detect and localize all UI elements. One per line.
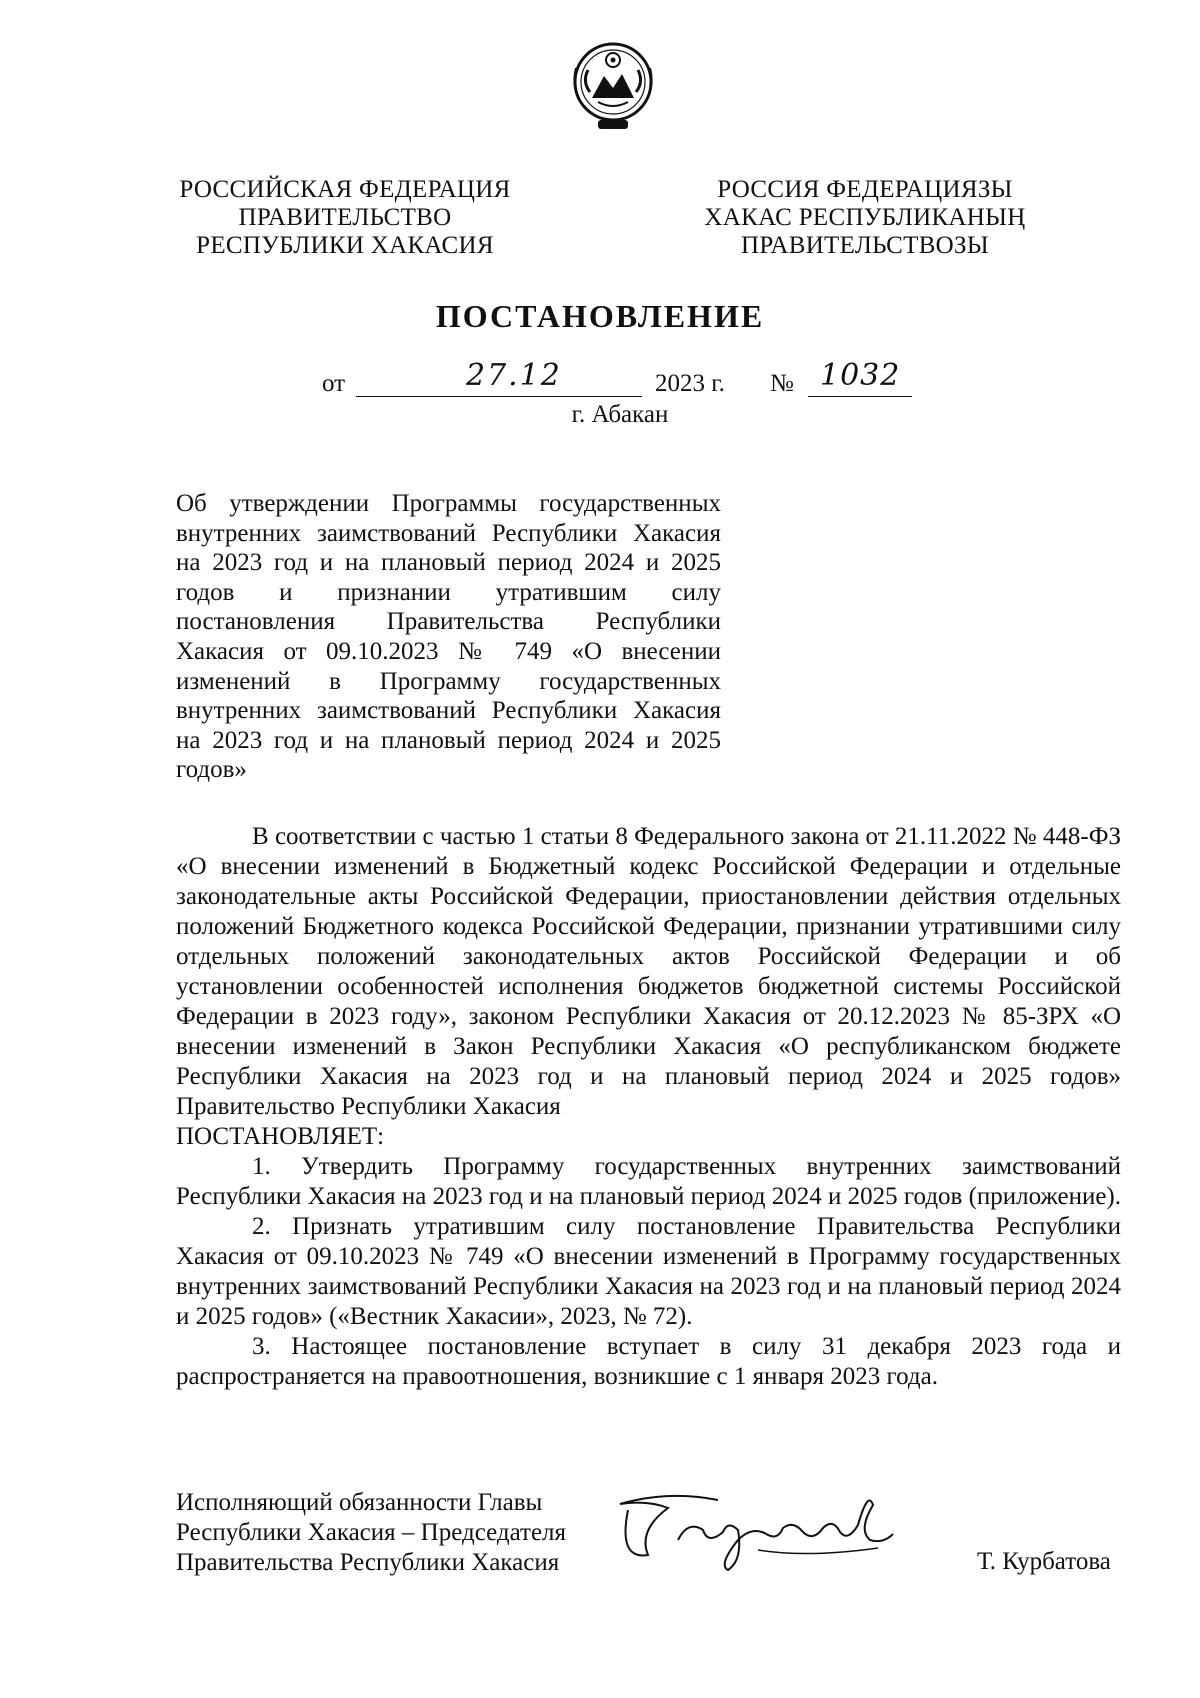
document-title: ПОСТАНОВЛЕНИЕ	[435, 298, 765, 334]
document-subject	[176, 489, 721, 785]
coat-of-arms-emblem	[568, 38, 658, 138]
decree-item: 1. Утвердить Программу государственных внутренних заимствований Республики Хакасия на 2023 год и на плановый период 2024 и 2025 годов (приложение).	[176, 1153, 1121, 1210]
signatory-name: Т. Курбатова	[977, 1548, 1111, 1575]
header-left	[160, 176, 530, 260]
decree-item: 2. Признать утратившим силу постановление Правительства Республики Хакасия от 09.10.2023 № 749 «О внесении изменений в Программу государственных внутренних заимствований Республики Хакасия на 2023 год и на плановый период 2024 и 2025 годов» («Вестник Хакасии», 2023, № 72).	[176, 1213, 1121, 1330]
decree-word: ПОСТАНОВЛЯЕТ:	[176, 1123, 385, 1150]
decree-item: 3. Настоящее постановление вступает в силу 31 декабря 2023 года и распространяется на правоотношения, возникшие с 1 января 2023 года.	[176, 1333, 1121, 1390]
header-left-line: РОССИЙСКАЯ ФЕДЕРАЦИЯ	[179, 176, 511, 203]
header-right-line: РОССИЯ ФЕДЕРАЦИЯЗЫ	[717, 176, 1013, 203]
date-underline	[356, 396, 642, 397]
number-underline	[808, 396, 912, 397]
position-line: Республики Хакасия – Председателя	[176, 1519, 567, 1546]
number-sign: №	[770, 370, 794, 397]
document-body	[176, 822, 1121, 1392]
header-right-line: ХАКАС РЕСПУБЛИКАНЫҢ	[704, 204, 1026, 231]
date-prefix: от	[322, 370, 346, 397]
header-right	[680, 176, 1050, 260]
handwritten-signature	[608, 1470, 898, 1580]
preamble-paragraph: В соответствии с частью 1 статьи 8 Федерального закона от 21.11.2022 № 448-ФЗ «О внесении изменений в Бюджетный кодекс Российской Федерации и отдельные законодательные акты Российской Федерации, приостановлении действия отдельных положений Бюджетного кодекса Российской Федерации, признании утратившими силу отдельных положений законодательных актов Российской Федерации и об установлении особенностей исполнения бюджетов бюджетной системы Российской Федерации в 2023 году», законом Республики Хакасия от 20.12.2023 № 85-ЗРХ «О внесении изменений в Закон Республики Хакасия «О республиканском бюджете Республики Хакасия на 2023 год и на плановый период 2024 и 2025 годов» Правительство Республики Хакасия	[176, 823, 1121, 1120]
position-line: Правительства Республики Хакасия	[176, 1549, 560, 1576]
city-label: г. Абакан	[571, 401, 669, 428]
header-left-line: РЕСПУБЛИКИ ХАКАСИЯ	[196, 232, 494, 259]
subject-text: Об утверждении Программы государственных внутренних заимствований Республики Хакасия на 2023 год и на плановый период 2024 и 2025 годов и признании утратившим силу постановления Правительства Республики Хакасия от 09.10.2023 № 749 «О внесении изменений в Программу государственных внутренних заимствований Республики Хакасия на 2023 год и на плановый период 2024 и 2025 годов»	[176, 490, 721, 784]
year-label: 2023 г.	[655, 370, 725, 397]
handwritten-date: 27.12	[466, 358, 562, 393]
handwritten-number: 1032	[820, 358, 901, 393]
header-left-line: ПРАВИТЕЛЬСТВО	[238, 204, 452, 231]
date-number-line	[0, 358, 1200, 402]
signatory-position	[176, 1488, 566, 1578]
position-line: Исполняющий обязанности Главы	[176, 1489, 543, 1516]
header-right-line: ПРАВИТЕЛЬСТВОЗЫ	[741, 232, 989, 259]
